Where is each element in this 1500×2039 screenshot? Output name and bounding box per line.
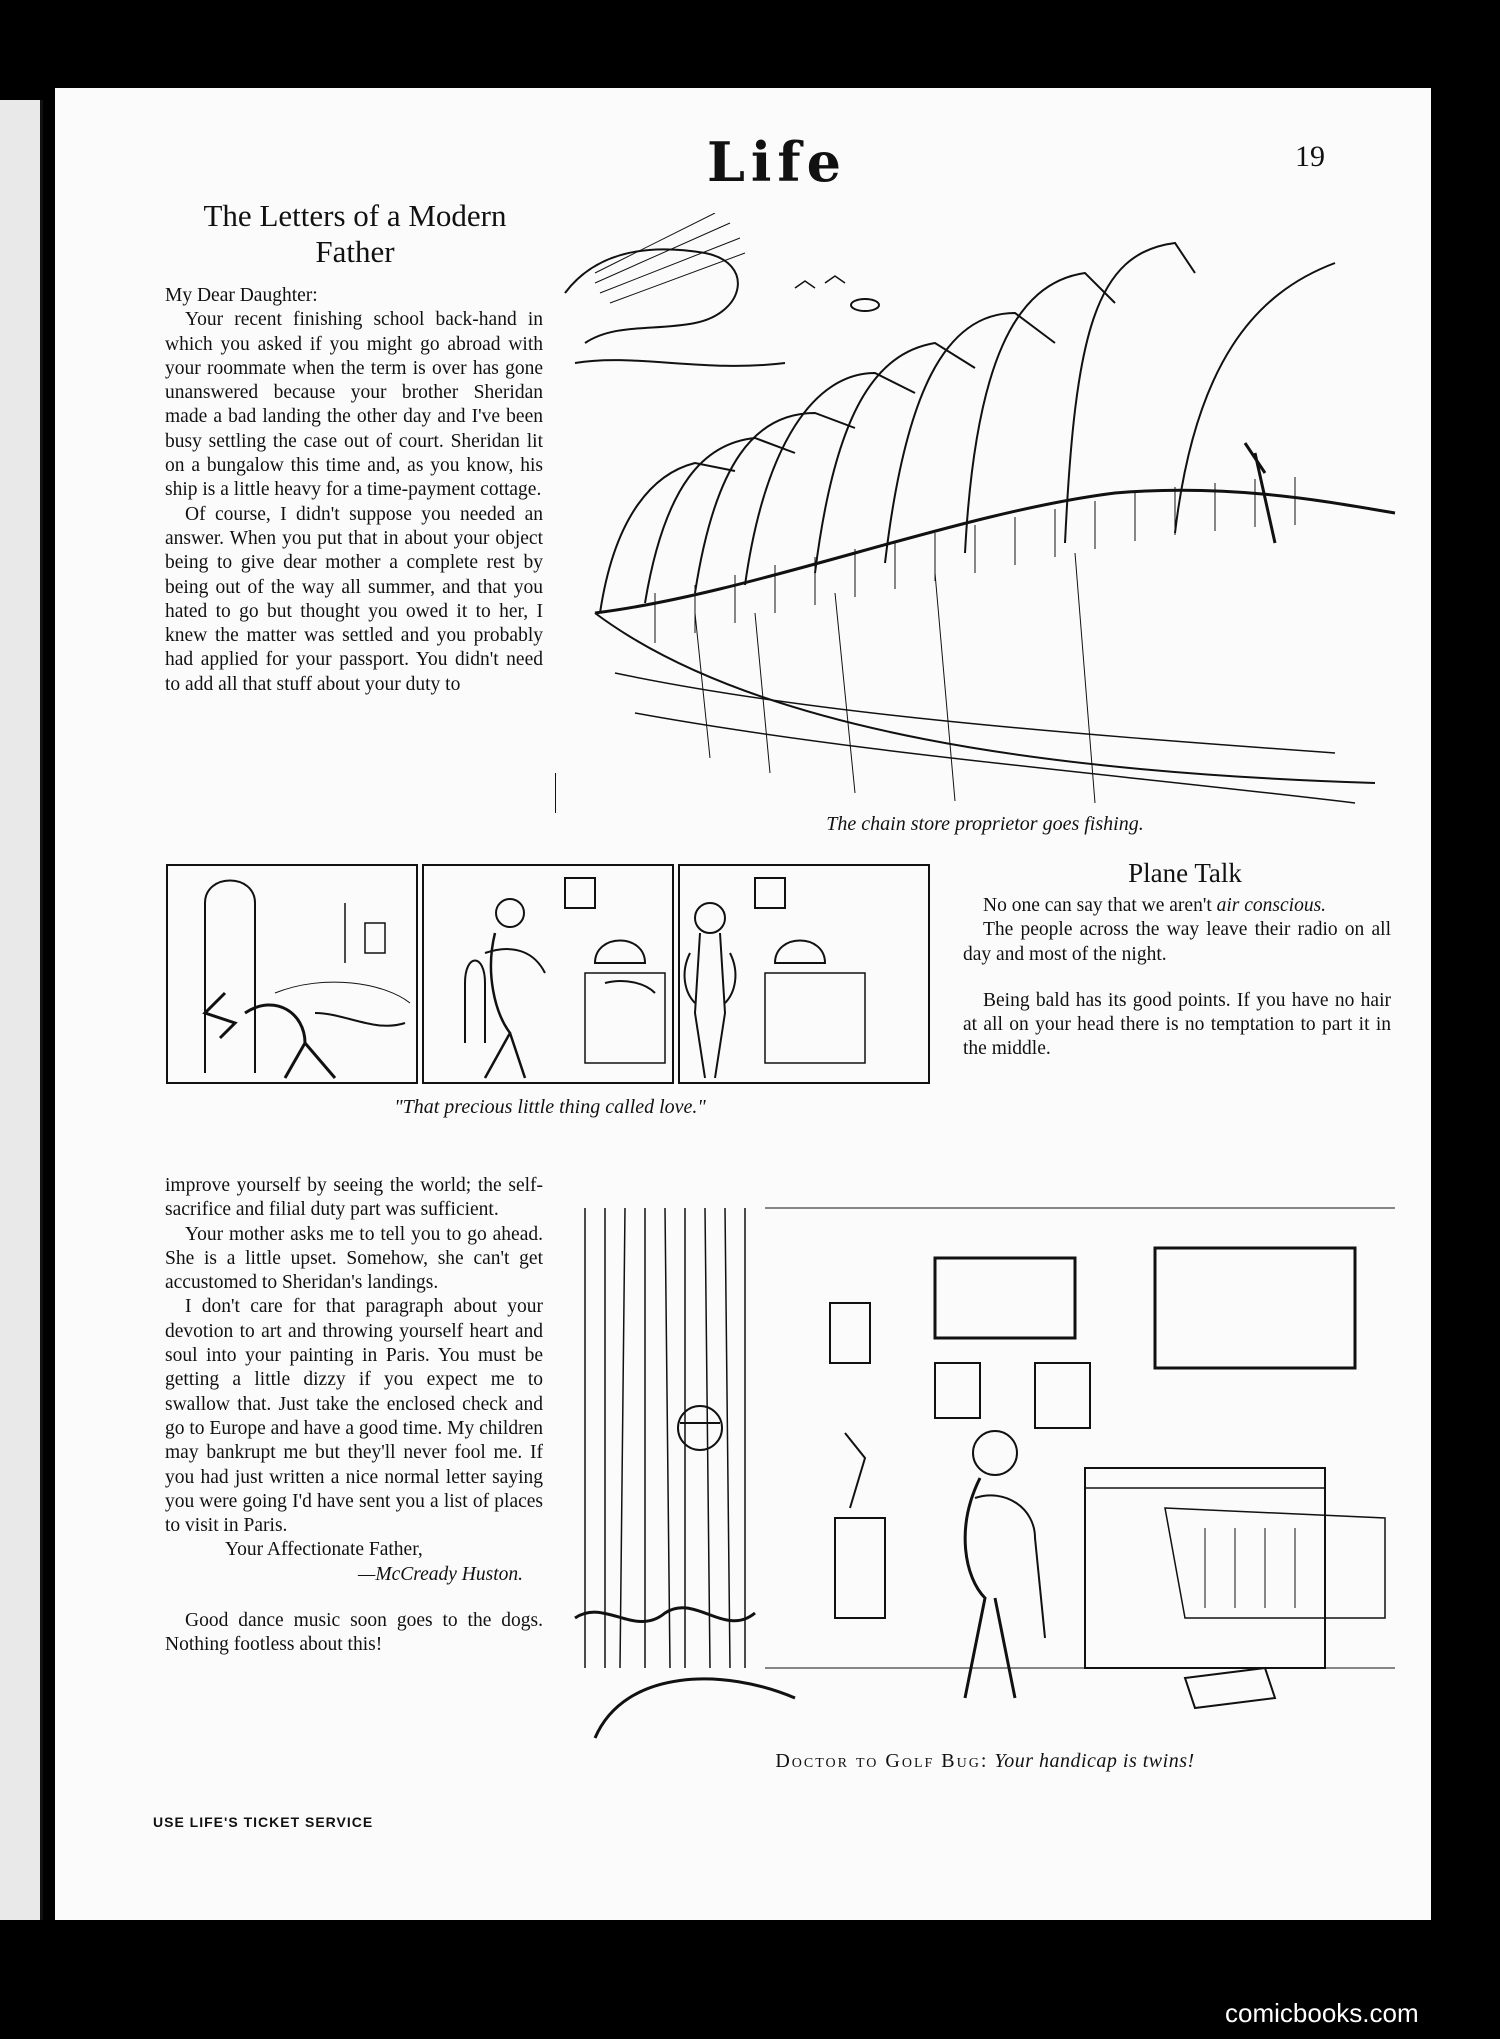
golf-caption-line: Your handicap is twins! <box>994 1750 1195 1772</box>
plane-talk-p1-text: No one can say that we aren't <box>983 895 1217 916</box>
masthead: Life <box>706 130 848 194</box>
article-paragraph: improve yourself by seeing the world; the self-sacrifice and filial duty part was sufficient. <box>165 1175 543 1221</box>
page-number: 19 <box>1295 140 1325 173</box>
salutation: My Dear Daughter: <box>165 285 318 306</box>
golf-cartoon <box>565 1198 1395 1743</box>
golf-caption <box>575 1750 1395 1773</box>
article-title: The Letters of a Modern Father <box>203 198 507 269</box>
plane-talk-column <box>963 894 1391 1062</box>
fishing-caption: The chain store proprietor goes fishing. <box>826 813 1144 835</box>
plane-talk-title: Plane Talk <box>1128 858 1242 888</box>
fishing-cartoon <box>555 213 1405 813</box>
love-strip-cartoon <box>165 863 935 1088</box>
facing-page-edge <box>0 100 43 1920</box>
plane-talk-paragraph: Being bald has its good points. If you have no hair at all on your head there is no temptation to part it in the middle. <box>963 989 1391 1060</box>
plane-talk-paragraph: The people across the way leave their radio on all day and most of the night. <box>963 919 1391 965</box>
golf-caption-speaker: Doctor to Golf Bug: <box>775 1750 989 1772</box>
article-column-top <box>165 284 543 697</box>
article-column-bottom <box>165 1174 543 1658</box>
article-paragraph: Of course, I didn't suppose you needed an answer. When you put that in about your object being to give dear mother a complete rest by being out of the way all summer, and that you hated to go but thought you owed it to her, I knew the matter was settled and you probably had applied for your passport. You didn't need to add all that stuff about your duty to <box>165 503 543 695</box>
plane-talk-paragraph <box>963 894 1391 918</box>
article-paragraph: Your recent finishing school back-hand in which you asked if you might go abroad with your roommate when the term is over has gone unanswered because your brother Sheridan made a bad landing the other day and I've been busy settling the case out of court. Sheridan lit on a bungalow this time and, as you know, his ship is a little heavy for a time-payment cottage. <box>165 309 543 501</box>
love-caption: "That precious little thing called love." <box>394 1096 706 1118</box>
plane-talk-p1-italic: air conscious. <box>1216 895 1327 916</box>
closing: Your Affectionate Father, <box>225 1539 423 1561</box>
signature: —McCready Huston. <box>357 1563 523 1585</box>
article-paragraph: I don't care for that paragraph about your devotion to art and throwing yourself heart and soul into your painting in Paris. You must be getting a little dizzy if you expect me to swallow that. Just take the enclosed check and go to Europe and have a good time. My children may bankrupt me but they'll never fool me. If you had just written a nice normal letter saying you were going I'd have sent you a list of places to visit in Paris. <box>165 1296 543 1537</box>
site-credit: comicbooks.com <box>1225 1998 1419 2028</box>
ticket-service-note: USE LIFE'S TICKET SERVICE <box>153 1814 374 1830</box>
article-paragraph: Your mother asks me to tell you to go ahead. She is a little upset. Somehow, she can't get accustomed to Sheridan's landings. <box>165 1223 543 1294</box>
filler-dance: Good dance music soon goes to the dogs. Nothing footless about this! <box>165 1610 543 1656</box>
magazine-page <box>55 88 1431 1920</box>
